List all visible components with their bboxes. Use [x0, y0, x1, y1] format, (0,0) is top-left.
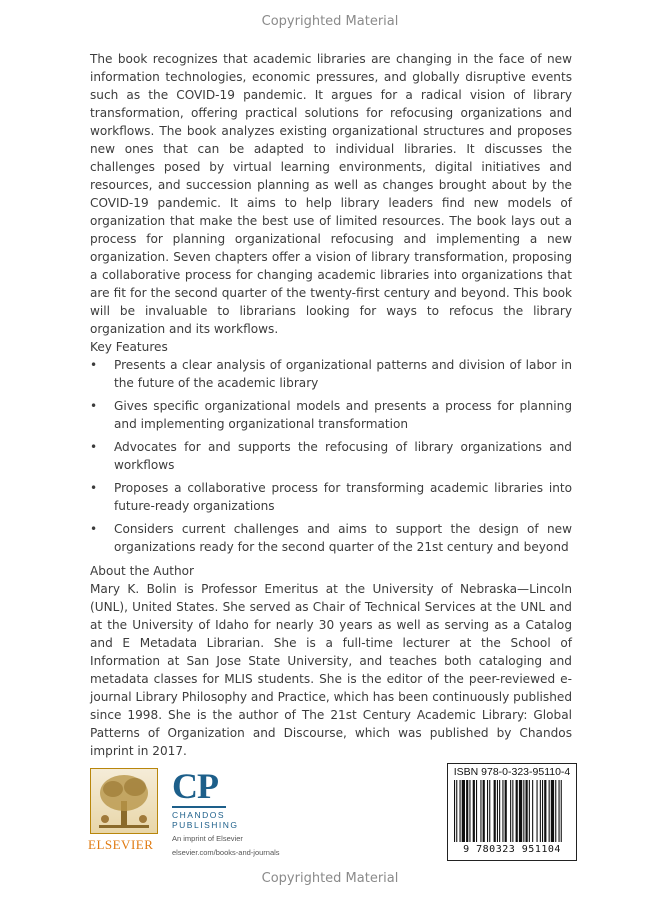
barcode-bar	[529, 780, 530, 842]
barcode-bar	[537, 780, 538, 842]
barcode-bar	[519, 780, 522, 842]
bullet-icon: •	[90, 358, 98, 372]
barcode-bar	[555, 780, 556, 842]
feature-text: Presents a clear analysis of organizational patterns and division of labor in the future of the academic library	[114, 358, 572, 390]
back-cover-text	[90, 50, 572, 760]
elsevier-wordmark: ELSEVIER	[88, 837, 154, 852]
chandos-cp-mark: CP	[172, 766, 218, 806]
barcode-bar	[516, 780, 518, 842]
imprint-url: elsevier.com/books-and-journals	[172, 848, 280, 857]
barcode-bar	[462, 780, 465, 842]
barcode-bar	[526, 780, 528, 842]
barcode-bar	[540, 780, 541, 842]
barcode-bar	[551, 780, 554, 842]
barcode-bar	[460, 780, 461, 842]
barcode-bar	[499, 780, 500, 842]
elsevier-logo	[88, 768, 160, 853]
imprint-note: An imprint of Elsevier	[172, 834, 243, 843]
barcode-bar	[489, 780, 490, 842]
barcode-number: 9 780323 951104	[463, 844, 561, 855]
barcode-bar	[512, 780, 513, 842]
bullet-icon: •	[90, 481, 98, 495]
copyright-watermark-top: Copyrighted Material	[261, 14, 399, 29]
barcode-bar	[532, 780, 533, 842]
barcode-bar	[544, 780, 546, 842]
feature-item	[90, 356, 572, 392]
author-bio	[90, 580, 572, 760]
barcode-bar	[483, 780, 485, 842]
barcode-bar	[476, 780, 477, 842]
barcode-bar	[542, 780, 543, 842]
barcode-bar	[466, 780, 468, 842]
barcode-bar	[510, 780, 511, 842]
barcode-bar	[494, 780, 496, 842]
feature-text: Gives specific organizational models and presents a process for planning and implementing organizational transformation	[114, 399, 572, 431]
feature-text: Proposes a collaborative process for transforming academic libraries into future-ready organizations	[114, 481, 572, 513]
barcode-bar	[497, 780, 498, 842]
barcode-bar	[473, 780, 475, 842]
barcode-bar	[480, 780, 481, 842]
chandos-name-line1: CHANDOS	[172, 810, 226, 820]
book-description: The book recognizes that academic libraries are changing in the face of new information technologies, economic pressures, and globally disruptive events such as the COVID-19 pandemic. It argues for a radical vision of library transformation, offering practical solutions for refocusing organizations and workflows. The book analyzes existing organizational structures and proposes new ones that can be adapted to individual libraries. It discusses the challenges posed by virtual learning environments, digital initiatives and resources, and succession planning as well as changes brought about by the COVID-19 pandemic. It aims to help library leaders find new models of organization that make the best use of limited resources. The book lays out a process for planning organizational refocusing and implementing a new organization. Seven chapters offer a vision of library transformation, proposing a collaborative process for changing academic libraries into organizations that are fit for the second quarter of the twenty-first century and beyond. This book will be invaluable to librarians looking for ways to refocus the library organization and its workflows.	[90, 52, 572, 336]
about-author-heading: About the Author	[90, 564, 195, 578]
isbn-barcode	[447, 763, 577, 861]
barcode-bar	[523, 780, 524, 842]
author-bio-text: is Professor Emeritus at the University of Nebraska—Lincoln (UNL), United States. She served as Chair of Technical Services at the UNL and at the University of Idaho for nearly 30 years as well as serving as a Catalog and E Metadata Librarian. She is a full-time lecturer at the School of Information at San Jose State University, and teaches both cataloging and metadata classes for MLIS students. She is the editor of the peer-reviewed e-journal Library Philosophy and Practice, which has been continuously published since 1998. She is the author of The 21st Century Academic Library: Global Patterns of Organization and Discourse, which was published by Chandos imprint in 2017.	[90, 582, 572, 758]
author-name: Mary K. Bolin	[90, 582, 177, 596]
barcode-bar	[454, 780, 455, 842]
barcode-bars	[452, 780, 572, 842]
barcode-bar	[505, 780, 507, 842]
feature-text: Advocates for and supports the refocusing of library organizations and workflows	[114, 440, 572, 472]
chandos-divider	[172, 806, 226, 808]
isbn-label: ISBN 978-0-323-95110-4	[453, 766, 571, 778]
feature-item	[90, 438, 572, 474]
feature-text: Considers current challenges and aims to support the design of new organizations ready for the second quarter of the 21st century and beyond	[114, 522, 572, 554]
barcode-bar	[456, 780, 457, 842]
barcode-bar	[559, 780, 560, 842]
barcode-bar	[549, 780, 550, 842]
bullet-icon: •	[90, 399, 98, 413]
chandos-logo	[172, 768, 302, 858]
key-features-heading: Key Features	[90, 340, 168, 354]
key-features-list	[90, 356, 572, 556]
feature-item	[90, 520, 572, 556]
feature-item	[90, 479, 572, 515]
bullet-icon: •	[90, 440, 98, 454]
elsevier-tree-icon	[90, 768, 158, 834]
barcode-bar	[469, 780, 470, 842]
barcode-bar	[561, 780, 562, 842]
barcode-bar	[487, 780, 488, 842]
barcode-bar	[502, 780, 503, 842]
bullet-icon: •	[90, 522, 98, 536]
copyright-watermark-bottom: Copyrighted Material	[261, 871, 399, 886]
feature-item	[90, 397, 572, 433]
chandos-name-line2: PUBLISHING	[172, 820, 239, 830]
